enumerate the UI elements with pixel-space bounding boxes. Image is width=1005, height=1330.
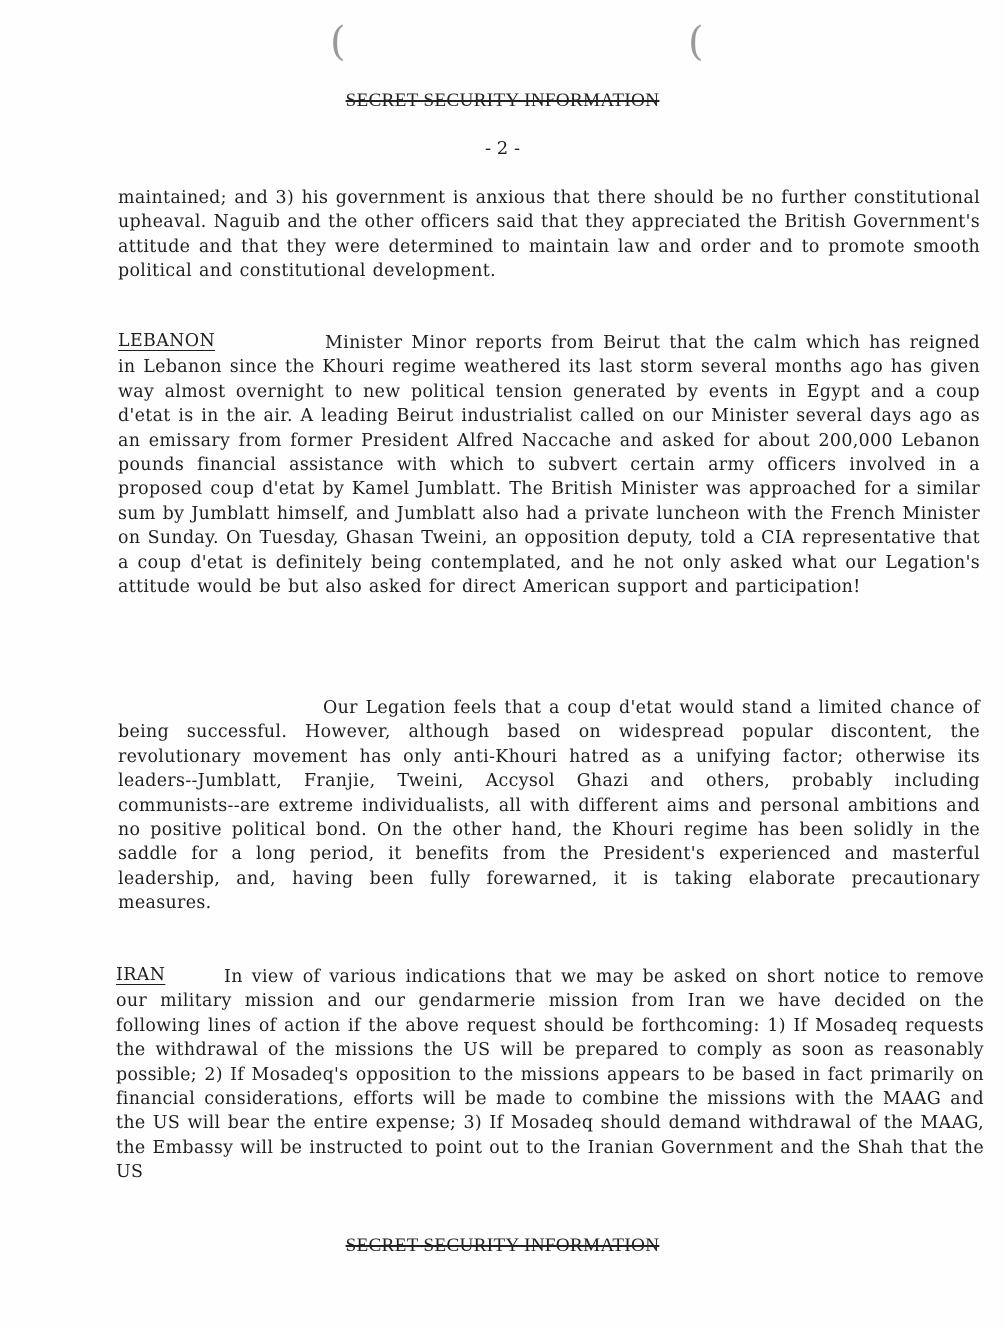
iran-paragraph: In view of various indications that we may be asked on short notice to remove our military mission and our gendarmerie mission from Iran we have decided on the following lines of action if the above request should be forthcoming: 1) If Mosadeq requests the withdrawal of the missions the US will be prepared to comply as soon as reasonably possible; 2) If Mosadeq's opposition to the missions appears to be based in fact primarily on financial considerations, efforts will be made to combine the missions with the MAAG and the US will bear the entire expense; 3) If Mosadeq should demand withdrawal of the MAAG, the Embassy will be instructed to point out to the Iranian Government and the Shah that the US — [116, 967, 984, 1183]
punch-hole-mark-right: ( — [688, 19, 704, 65]
footer-classification-text: SECRET SECURITY INFORMATION — [345, 1235, 660, 1256]
punch-hole-mark-left: ( — [330, 19, 346, 65]
lebanon-paragraph-1: Minister Minor reports from Beirut that the calm which has reigned in Lebanon since the Khouri regime weathered its last storm several months ago has given way almost overnight to new political tension generated by events in Egypt and a coup d'etat is in the air. A leading Beirut industrialist called on our Minister several days ago as an emissary from former President Alfred Naccache and asked for about 200,000 Lebanon pounds financial assistance with which to subvert certain army officers involved in a proposed coup d'etat by Kamel Jumblatt. The British Minister was approached for a similar sum by Jumblatt himself, and Jumblatt also had a private luncheon with the French Minister on Sunday. On Tuesday, Ghasan Tweini, an opposition deputy, told a CIA representative that a coup d'etat is definitely being contemplated, and he not only asked what our Legation's attitude would be but also asked for direct American support and participation! — [118, 333, 980, 598]
footer-classification — [0, 1235, 1005, 1257]
iran-section-label: IRAN — [116, 965, 166, 985]
continuation-paragraph: maintained; and 3) his government is anxious that there should be no further constitutional upheaval. Naguib and the other officers said that they appreciated the British Government's attitude and that they were determined to maintain law and order and to promote smooth political and constitutional development. — [118, 188, 980, 282]
page-number: - 2 - — [484, 138, 521, 159]
lebanon-section-label: LEBANON — [118, 331, 216, 351]
lebanon-paragraph-2: Our Legation feels that a coup d'etat would stand a limited chance of being successful. However, although based on widespread popular discontent, the revolutionary movement has only anti-Khouri hatred as a unifying factor; otherwise its leaders--Jumblatt, Franjie, Tweini, Accysol Ghazi and others, probably including communists--are extreme individualists, all with different aims and personal ambitions and no positive political bond. On the other hand, the Khouri regime has been solidly in the saddle for a long period, it benefits from the President's experienced and masterful leadership, and, having been fully forewarned, it is taking elaborate precautionary measures. — [118, 698, 980, 914]
header-classification — [0, 90, 1005, 112]
header-classification-text: SECRET SECURITY INFORMATION — [345, 90, 660, 111]
